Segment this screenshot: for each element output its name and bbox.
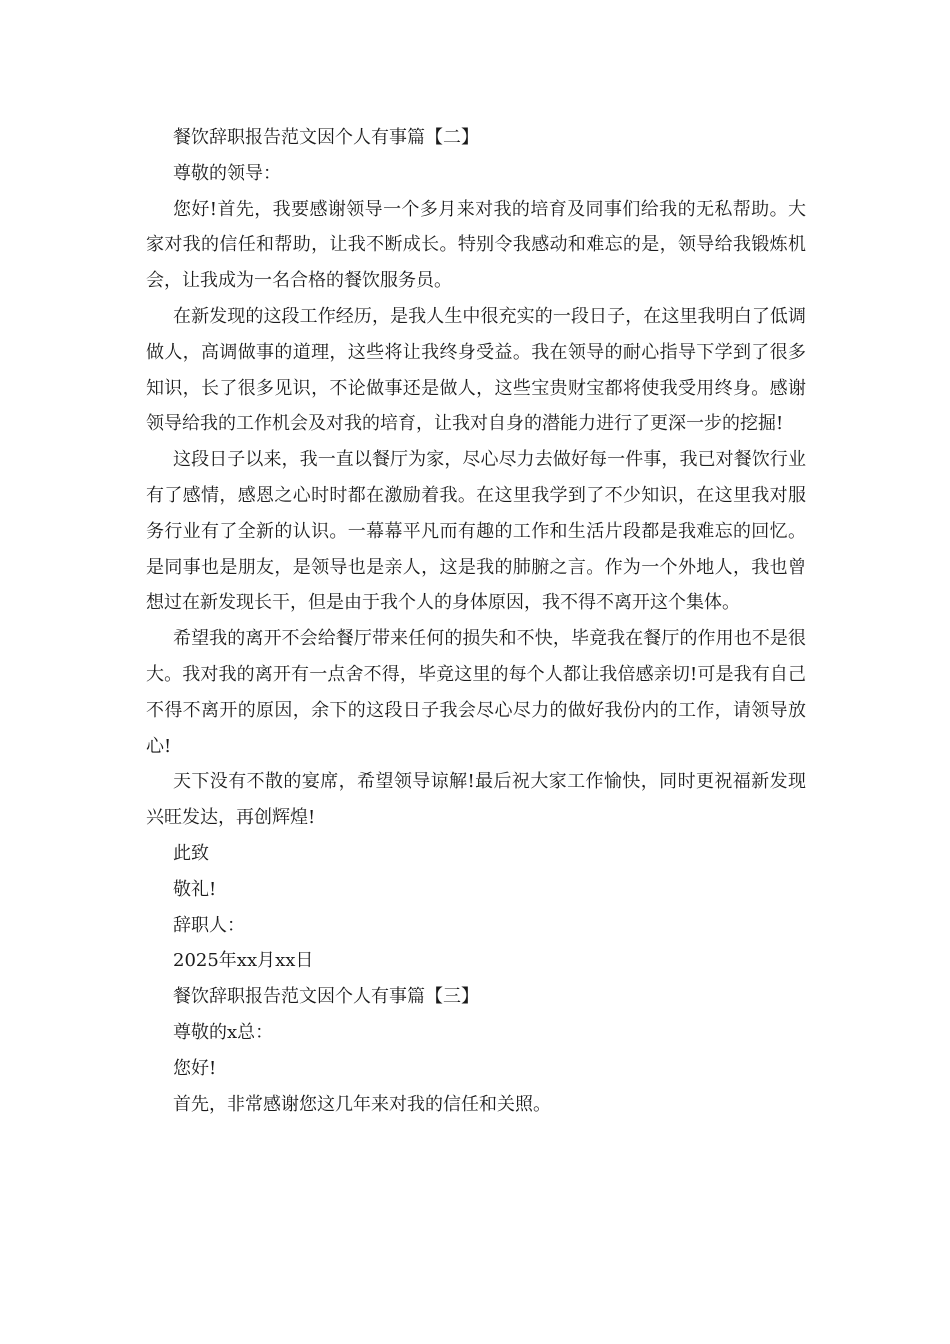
paragraph-5: 天下没有不散的宴席，希望领导谅解!最后祝大家工作愉快，同时更祝福新发现兴旺发达，再创辉煌! bbox=[146, 771, 806, 829]
signature-label: 辞职人： bbox=[173, 914, 245, 936]
closing-2: 敬礼! bbox=[173, 878, 217, 900]
section-title-3: 餐饮辞职报告范文因个人有事篇【三】 bbox=[173, 986, 479, 1008]
document-page bbox=[146, 120, 806, 1122]
paragraph-1: 您好!首先，我要感谢领导一个多月来对我的培育及同事们给我的无私帮助。大家对我的信任和帮助，让我不断成长。特别令我感动和难忘的是，领导给我锻炼机会，让我成为一名合格的餐饮服务员。 bbox=[146, 198, 806, 292]
section-title-2: 餐饮辞职报告范文因个人有事篇【二】 bbox=[173, 127, 479, 148]
paragraph-4: 希望我的离开不会给餐厅带来任何的损失和不快，毕竟我在餐厅的作用也不是很大。我对我的离开有一点舍不得，毕竟这里的每个人都让我倍感亲切!可是我有自己不得不离开的原因，余下的这段日子我会尽心尽力的做好我份内的工作，请领导放心! bbox=[146, 628, 806, 757]
closing-1: 此致 bbox=[173, 842, 209, 864]
salutation-3: 尊敬的x总： bbox=[173, 1021, 274, 1043]
date-line: 2025年xx月xx日 bbox=[173, 950, 314, 972]
greeting-3: 您好! bbox=[173, 1057, 217, 1079]
paragraph-6: 首先，非常感谢您这几年来对我的信任和关照。 bbox=[173, 1093, 551, 1115]
paragraph-2: 在新发现的这段工作经历，是我人生中很充实的一段日子，在这里我明白了低调做人，高调做事的道理，这些将让我终身受益。我在领导的耐心指导下学到了很多知识，长了很多见识，不论做事还是做人，这些宝贵财宝都将使我受用终身。感谢领导给我的工作机会及对我的培育，让我对自身的潜能力进行了更深一步的挖掘! bbox=[146, 305, 806, 435]
salutation: 尊敬的领导： bbox=[173, 162, 281, 184]
paragraph-3: 这段日子以来，我一直以餐厅为家，尽心尽力去做好每一件事，我已对餐饮行业有了感情，感恩之心时时都在激励着我。在这里我学到了不少知识，在这里我对服务行业有了全新的认识。一幕幕平凡而有趣的工作和生活片段都是我难忘的回忆。是同事也是朋友，是领导也是亲人，这是我的肺腑之言。作为一个外地人，我也曾想过在新发现长干，但是由于我个人的身体原因，我不得不离开这个集体。 bbox=[146, 449, 806, 614]
